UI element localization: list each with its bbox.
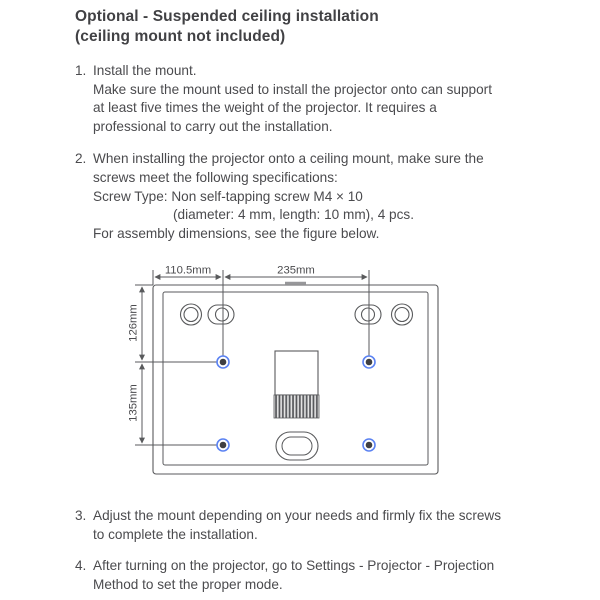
page-title-line: (ceiling mount not included): [75, 27, 286, 45]
dim-label-235mm: 235mm: [277, 264, 315, 277]
step-text-line: For assembly dimensions, see the figure below.: [93, 225, 380, 241]
screw-hole-marker: [363, 439, 375, 451]
step-number: 1.: [75, 63, 87, 78]
screw-detail-line: (diameter: 4 mm, length: 10 mm), 4 pcs.: [173, 207, 414, 223]
dim-label-135mm: 135mm: [127, 384, 140, 422]
step-2-screw-specs: [75, 150, 570, 243]
connector-block: [275, 351, 318, 395]
page-title: [75, 7, 570, 46]
step-text-line: Adjust the mount depending on your needs and firmly fix the screws: [93, 507, 502, 523]
step-text-line: to complete the installation.: [93, 526, 258, 542]
step-text-line: Make sure the mount used to install the projector onto can support: [93, 81, 492, 97]
step-4-projection-mode: [75, 557, 570, 594]
step-text-line: screws meet the following specifications:: [93, 169, 338, 185]
screw-hole-marker: [217, 356, 229, 368]
dim-label-110-5mm: 110.5mm: [164, 264, 212, 277]
step-1-install-mount: [75, 62, 570, 136]
connector-hatch: [274, 395, 319, 418]
step-number: 4.: [75, 558, 87, 574]
assembly-dimensions-diagram: [125, 257, 445, 479]
step-text-line: Install the mount.: [93, 63, 197, 78]
screw-type-line: Screw Type: Non self-tapping screw M4 × 10: [93, 188, 363, 204]
step-number: 3.: [75, 507, 87, 523]
step-text-line: When installing the projector onto a ceiling mount, make sure the: [93, 151, 484, 167]
step-text-line: After turning on the projector, go to Settings - Projector - Projection: [93, 558, 495, 574]
step-3-adjust-mount: [75, 507, 570, 544]
dim-label-126mm: 126mm: [127, 304, 140, 342]
step-number: 2.: [75, 151, 87, 167]
step-text-line: professional to carry out the installation.: [93, 118, 333, 134]
step-text-line: at least five times the weight of the projector. It requires a: [93, 100, 437, 116]
screw-hole-marker: [363, 356, 375, 368]
page-title-line: Optional - Suspended ceiling installation: [75, 8, 379, 25]
screw-hole-marker: [217, 439, 229, 451]
step-text-line: Method to set the proper mode.: [93, 576, 283, 592]
